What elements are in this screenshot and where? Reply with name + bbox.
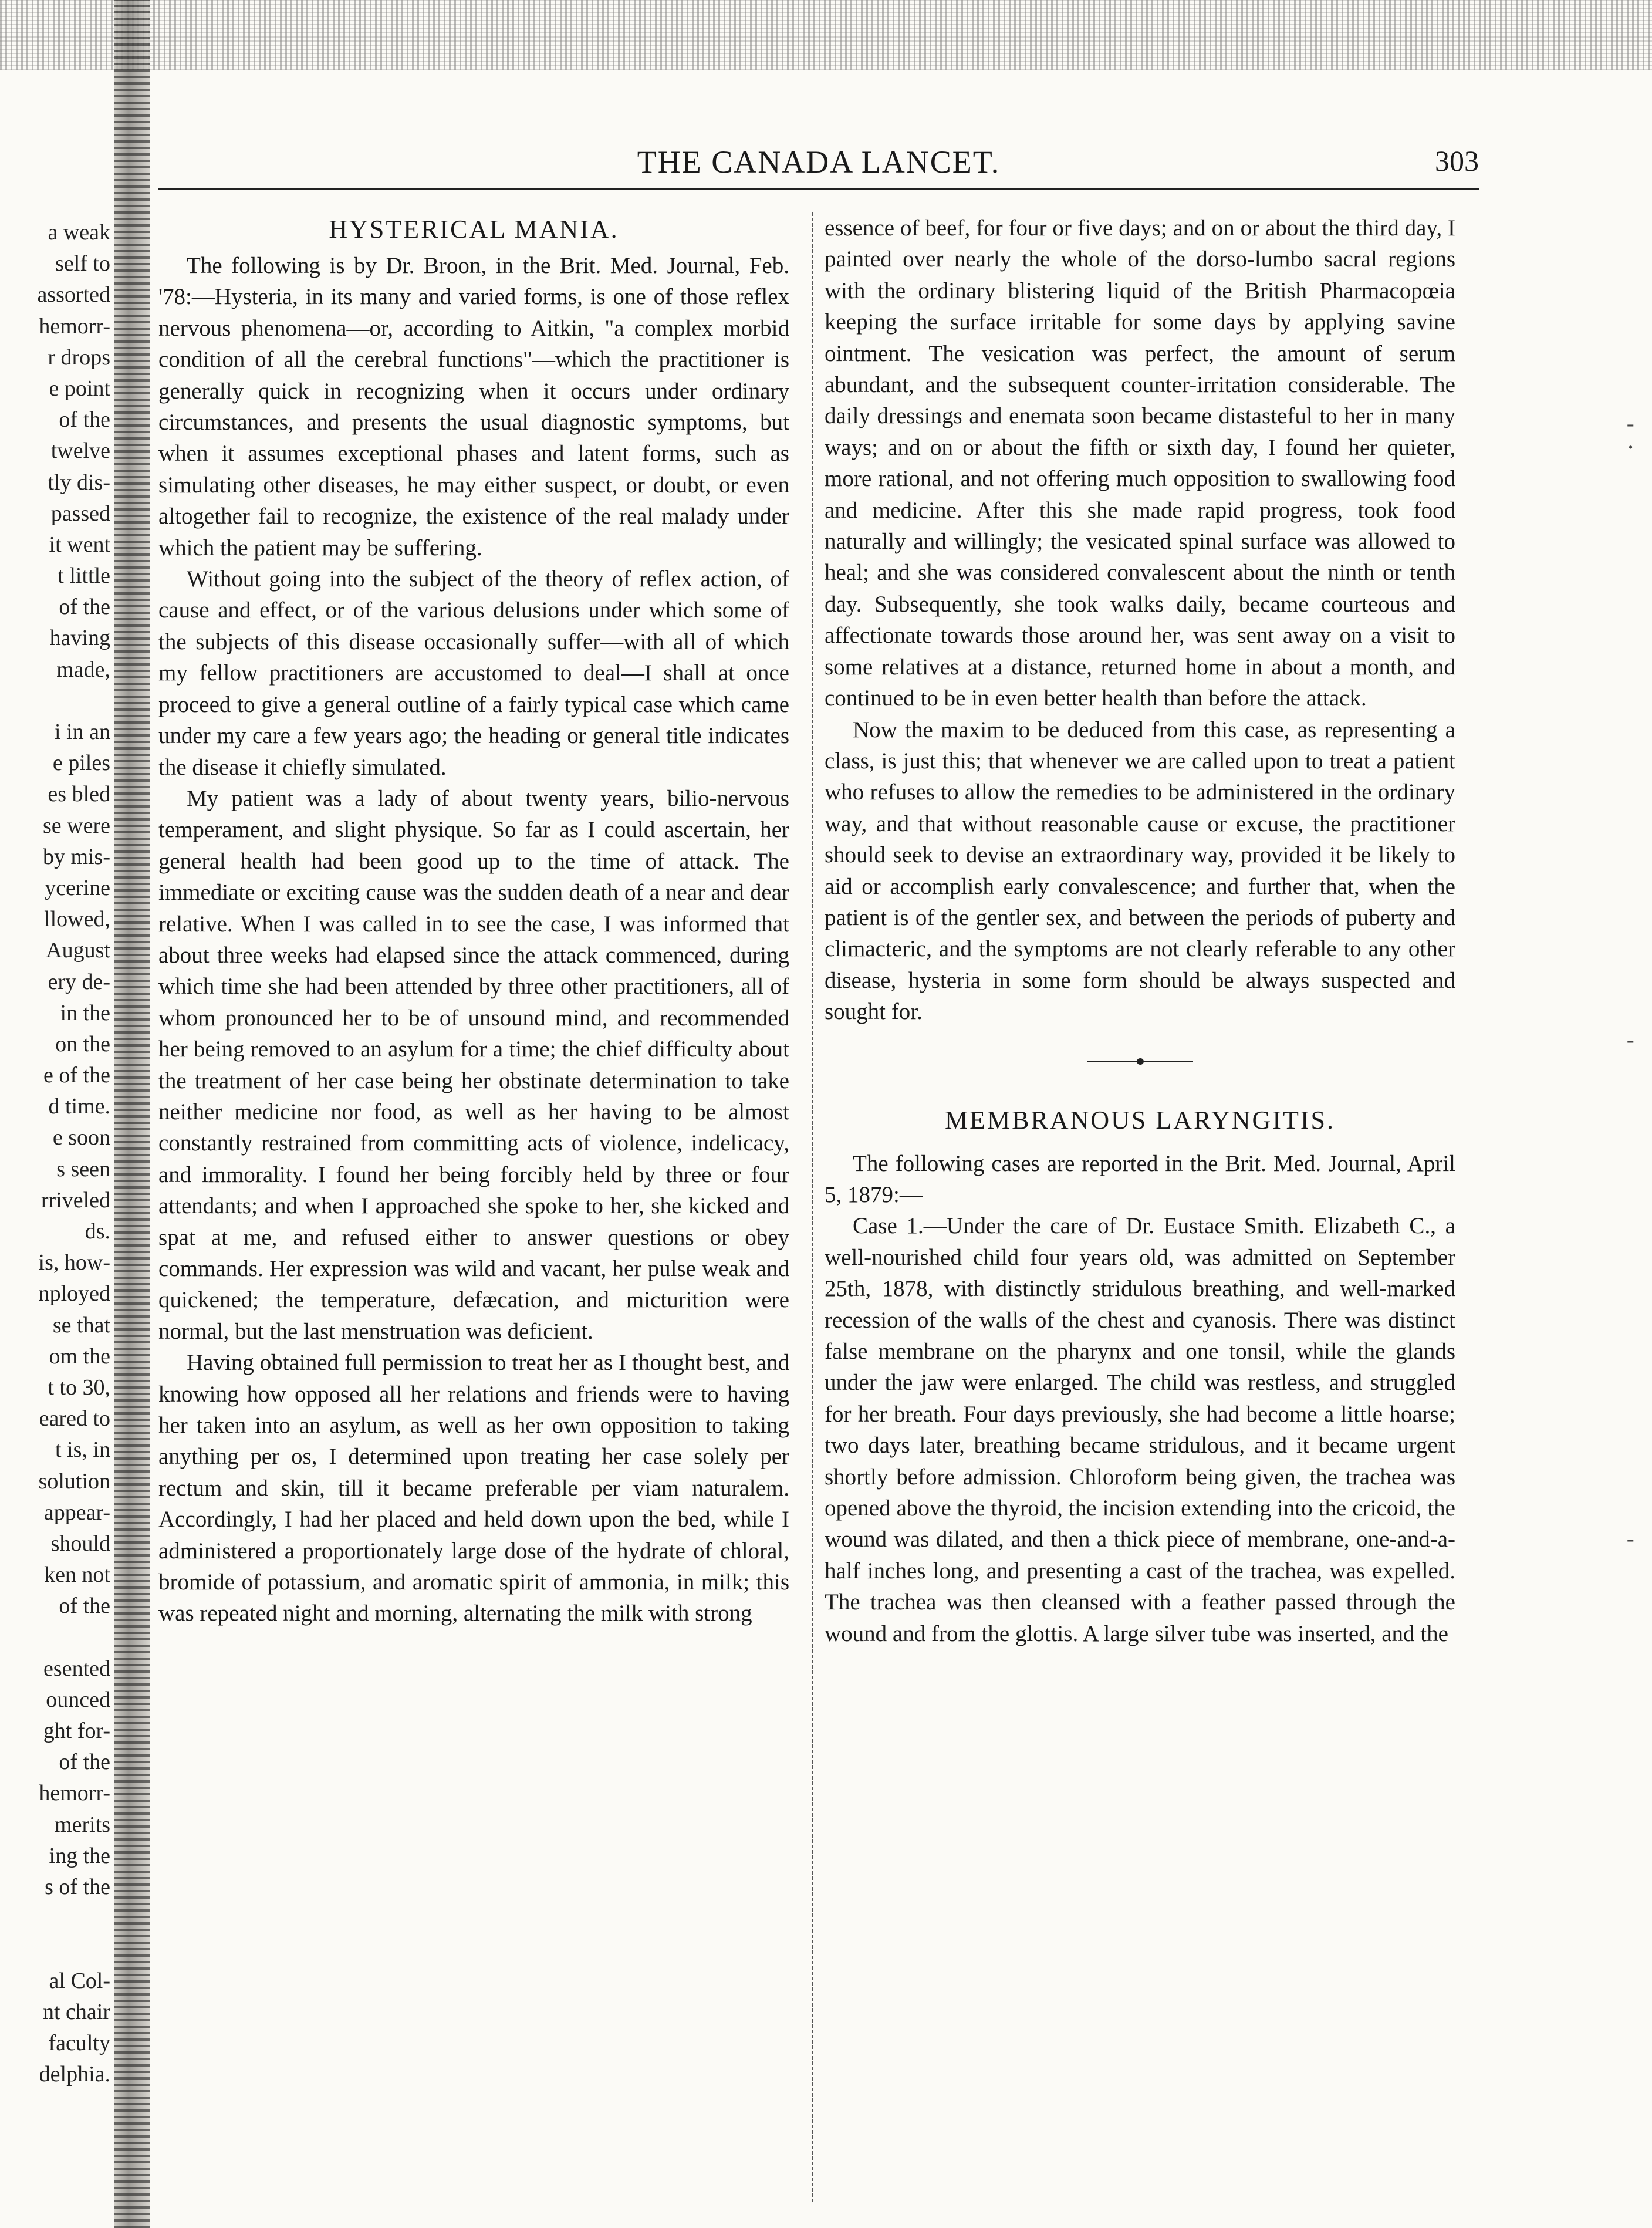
margin-fragment: llowed,: [44, 907, 110, 932]
margin-fragment: of the: [59, 407, 110, 433]
margin-fragment: ken not: [44, 1562, 110, 1588]
margin-fragment: eared to: [39, 1406, 110, 1432]
margin-fragment: tly dis-: [48, 470, 110, 495]
margin-fragment: hemorr-: [39, 313, 110, 339]
margin-fragment: of the: [59, 1594, 110, 1619]
margin-fragment: e point: [49, 376, 110, 401]
facing-page-fragments: [0, 217, 110, 2090]
margin-fragment: twelve: [50, 438, 110, 464]
margin-fragment: delphia.: [39, 2062, 110, 2087]
section-separator: [1087, 1061, 1193, 1062]
page-header: [158, 144, 1479, 185]
margin-fragment: passed: [50, 501, 110, 526]
margin-fragment: om the: [49, 1343, 110, 1369]
margin-fragment: e piles: [52, 751, 110, 776]
margin-fragment: se that: [52, 1312, 110, 1338]
margin-fragment: assorted: [37, 282, 110, 308]
margin-fragment: ounced: [46, 1687, 110, 1712]
scan-edge-noise: [0, 0, 1652, 70]
margin-fragment: [0, 686, 110, 717]
margin-fragment: t is, in: [55, 1437, 110, 1463]
paragraph: Now the maxim to be deduced from this case, as representing a class, is just this; that whenever we are called upon to treat a patient who refuses to allow the remedies to be administered in the ordinary way, and that without reasonable cause or excuse, the practitioner should seek to devise an extraordinary way, provided it be likely to aid or accomplish early convalescence; and further that, when the patient is of the gentler sex, and between the periods of puberty and climacteric, and the symptoms are not clearly referable to any other disease, hysteria in some form should be always suspected and sought for.: [825, 717, 1455, 1025]
header-rule: [158, 188, 1479, 190]
column-divider: [812, 212, 813, 2202]
margin-fragment: nt chair: [42, 1999, 110, 2024]
margin-fragment: i in an: [55, 720, 110, 744]
margin-fragment: ery de-: [48, 969, 110, 994]
margin-fragment: by mis-: [42, 844, 110, 869]
margin-fragment: solution: [38, 1469, 110, 1494]
margin-fragment: is, how-: [38, 1250, 110, 1275]
margin-fragment: ycerine: [45, 875, 110, 900]
margin-fragment: appear-: [43, 1500, 110, 1525]
margin-fragment: nployed: [38, 1281, 110, 1307]
margin-fragment: a weak: [48, 220, 110, 245]
margin-fragment: e soon: [52, 1125, 110, 1150]
margin-fragment: t to 30,: [48, 1375, 110, 1400]
paragraph-continued: essence of beef, for four or five days; and on or about the third day, I painted over nearly the whole of the dorso-lumbo sacral regions with the ordinary blistering liquid of the British Pharmacopœia keeping the surface irritable for some days by applying savine ointment. The vesication was perfect, the amount of serum abundant, and the subsequent counter-irritation considerable. The daily dressings and enemata soon became distasteful to her in many ways; and on or about the fifth or sixth day, I found her quieter, more rational, and not offering much opposition to swallowing food and medicine. After this she made rapid progress, took food naturally and willingly; the vesicated spinal surface was allowed to heal; and she was considered convalescent about the ninth or tenth day. Subsequently, she took walks daily, became courteous and affectionate towards those around her, was sent away on a visit to some relatives at a distance, returned home in about a month, and continued to be in even better health than before the attack.: [825, 215, 1455, 711]
margin-fragment: s seen: [56, 1156, 110, 1181]
margin-fragment: made,: [56, 657, 110, 682]
margin-fragment: se were: [43, 813, 110, 838]
margin-fragment: [0, 1622, 110, 1653]
margin-fragment: al Col-: [49, 1968, 110, 1993]
article-title-membranous-laryngitis: MEMBRANOUS LARYNGITIS.: [945, 1105, 1335, 1135]
paragraph: The following cases are reported in the Brit. Med. Journal, April 5, 1879:—: [825, 1150, 1455, 1207]
article-title-hysterical-mania: HYSTERICAL MANIA.: [329, 215, 619, 244]
margin-fragment: hemorr-: [39, 1781, 110, 1806]
margin-fragment: e of the: [43, 1063, 110, 1088]
margin-fragment: ght for-: [43, 1719, 110, 1743]
book-binding-spine: [114, 0, 150, 2228]
margin-fragment: s of the: [45, 1874, 110, 1899]
left-column: [158, 212, 789, 1629]
paragraph: The following is by Dr. Broon, in the Brit. Med. Journal, Feb. '78:—Hysteria, in its many and varied forms, is one of those reflex nervous phenomena—or, according to Aitkin, "a complex morbid condition of all the cerebral functions"—which the practitioner is generally quick in recognizing when it occurs under ordinary circumstances, and presents the usual diagnostic symptoms, but when it assumes exceptional phases and latent forms, such as simulating other diseases, he may either suspect, or doubt, or even altogether fail to recognize, the existence of the real malady under which the patient may be suffering.: [158, 253, 789, 561]
paragraph: My patient was a lady of about twenty years, bilio-nervous temperament, and slight physique. So far as I could ascertain, her general health had been good up to the time of attack. The immediate or exciting cause was the sudden death of a near and dear relative. When I was called in to see the case, I was informed that about three weeks had elapsed since the attack commenced, during which time she had been attended by three other practitioners, all of whom pronounced her to be of unsound mind, and recommended her being removed to an asylum for a time; the chief difficulty about the treatment of her case being her obstinate determination to take neither medicine nor food, as well as her having to be almost constantly restrained from committing acts of violence, indelicacy, and immorality. I found her being forcibly held by three or four attendants; and when I approached she spoke to her, she kicked and spat at me, and refused either to answer questions or obey commands. Her expression was wild and vacant, her pulse weak and quickened; the temperature, defæcation, and micturition were normal, but the last menstruation was deficient.: [158, 785, 789, 1344]
paragraph: Having obtained full permission to treat her as I thought best, and knowing how opposed all her relations and friends were to having her taken into an asylum, as well as her own opposition to taking anything per os, I determined upon treating her case solely per rectum and skin, till it became preferable per viam naturalem. Accordingly, I had her placed and held down upon the bed, while I administered a proportionately large dose of the hydrate of chloral, bromide of potassium, and aromatic spirit of ammonia, in milk; this was repeated night and morning, alternating the milk with strong: [158, 1350, 789, 1626]
margin-fragment: t little: [58, 563, 110, 589]
margin-fragment: on the: [55, 1031, 110, 1056]
margin-fragment: esented: [43, 1656, 110, 1681]
margin-fragment: it went: [49, 532, 110, 557]
margin-fragment: faculty: [48, 2030, 110, 2055]
margin-fragment: r drops: [48, 345, 110, 370]
page-number: 303: [1435, 144, 1479, 177]
margin-fragment: [0, 1934, 110, 1965]
margin-fragment: of the: [59, 1750, 110, 1775]
margin-fragment: in the: [60, 1000, 110, 1025]
margin-fragment: self to: [55, 251, 110, 276]
margin-fragment: ds.: [85, 1219, 110, 1244]
paragraph: Case 1.—Under the care of Dr. Eustace Smith. Elizabeth C., a well-nourished child four years old, was admitted on September 25th, 1878, with distinctly stridulous breathing, and well-marked recession of the walls of the chest and cyanosis. There was distinct false membrane on the pharynx and one tonsil, while the glands under the jaw were enlarged. The child was restless, and struggled for her breath. Four days previously, she had become a little hoarse; two days later, breathing became stridulous, and it became urgent shortly before admission. Chloroform being given, the trachea was opened above the thyroid, the incision extending into the cricoid, the wound was dilated, and then a thick piece of membrane, one-and-a-half inches long, and presenting a cast of the trachea, was expelled. The trachea was then cleansed with a feather passed through the wound and from the glottis. A large silver tube was inserted, and the: [825, 1213, 1455, 1646]
paragraph: Without going into the subject of the theory of reflex action, of cause and effect, or of the various delusions under which some of the subjects of this disease occasionally suffer—with all of which my fellow practitioners are accustomed to deal—I shall at once proceed to give a general outline of a fairly typical case which came under my care a few years ago; the heading or general title indicates the disease it chiefly simulated.: [158, 566, 789, 780]
running-title: THE CANADA LANCET.: [637, 144, 1001, 180]
margin-fragment: merits: [55, 1812, 110, 1837]
right-column: [825, 212, 1455, 1649]
margin-fragment: rriveled: [40, 1187, 110, 1213]
margin-fragment: es bled: [48, 782, 110, 807]
margin-fragment: d time.: [48, 1094, 110, 1119]
margin-fragment: August: [46, 938, 110, 963]
margin-fragment: ing the: [49, 1843, 110, 1868]
margin-fragment: [0, 1903, 110, 1934]
margin-fragment: should: [50, 1531, 110, 1556]
margin-fragment: of the: [59, 595, 110, 620]
margin-fragment: having: [49, 626, 110, 651]
